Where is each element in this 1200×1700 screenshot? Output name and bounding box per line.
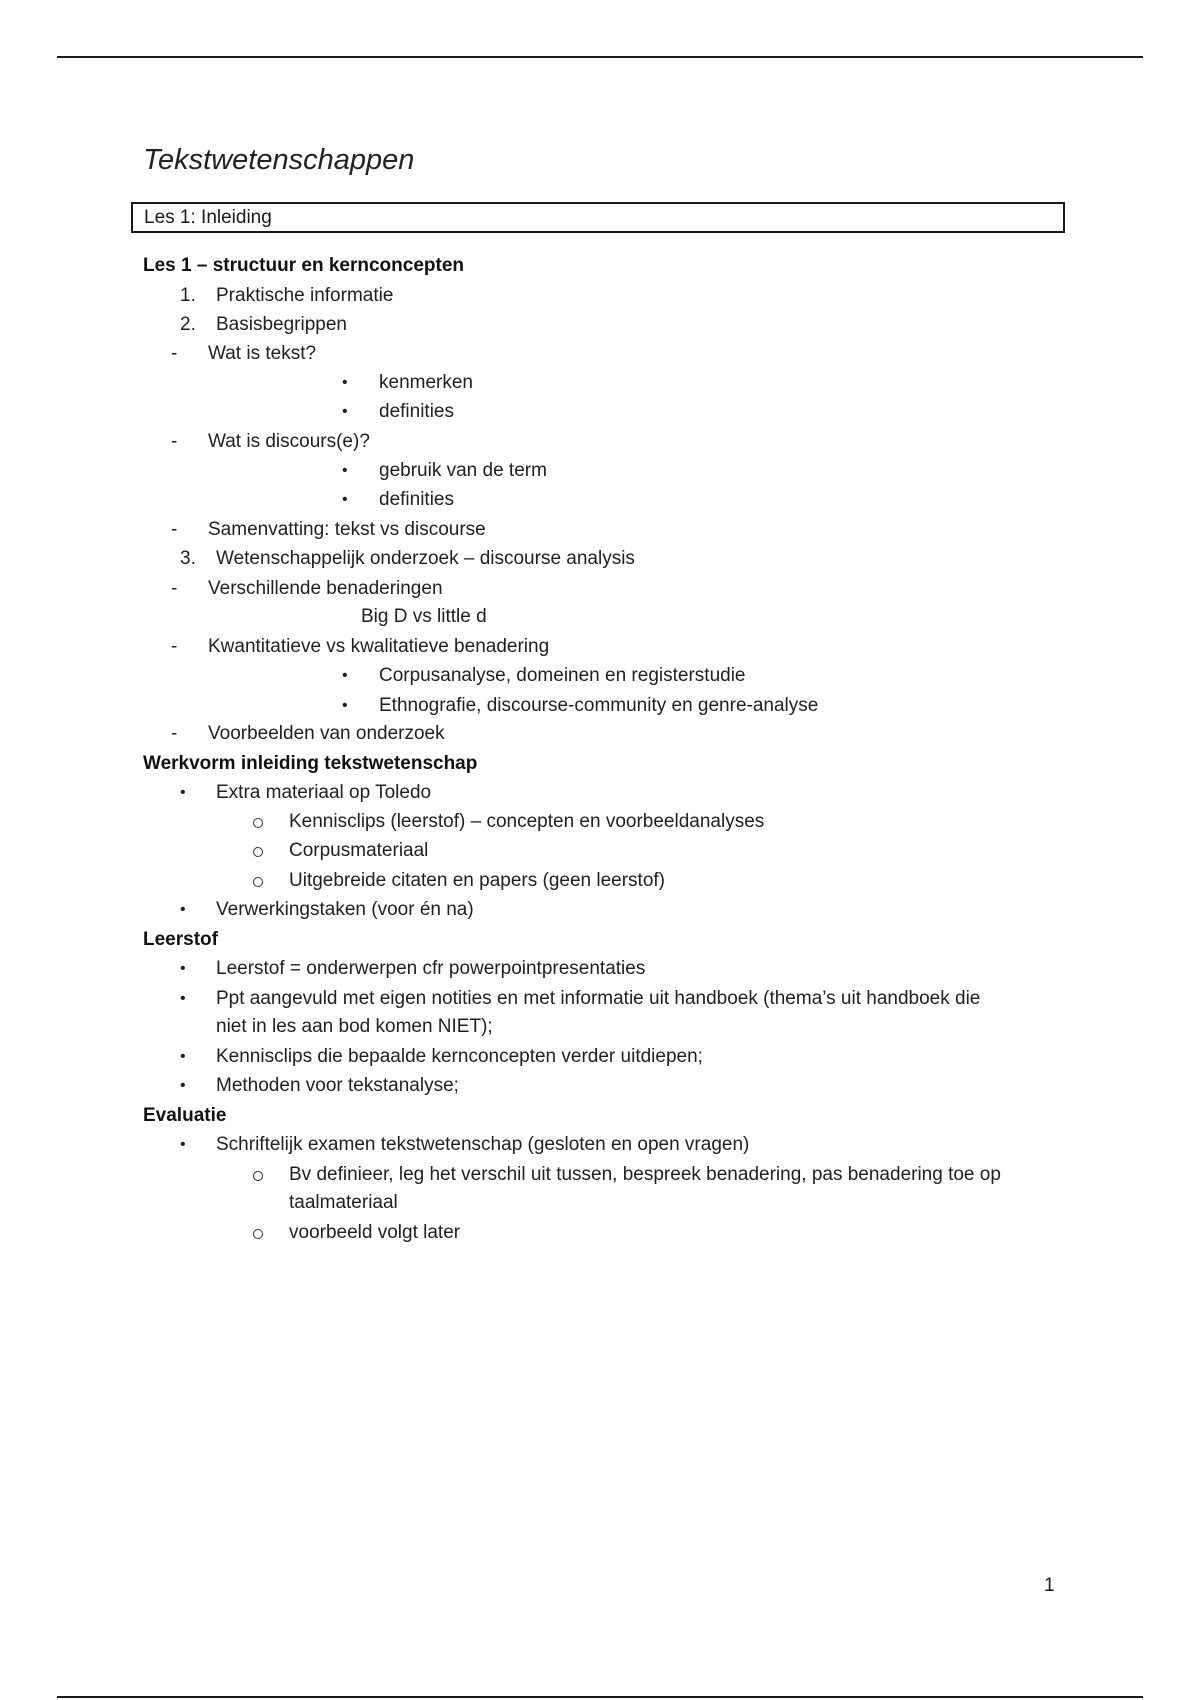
list-item: Wat is tekst?: [208, 343, 317, 364]
lesson-box: Les 1: Inleiding: [131, 202, 1065, 233]
header-rule: [57, 56, 1143, 58]
dash-marker: -: [171, 578, 178, 599]
dash-marker: -: [171, 636, 178, 657]
list-item: Corpusanalyse, domeinen en registerstudie: [379, 665, 746, 686]
bullet-marker: •: [342, 697, 348, 714]
list-item-continuation: niet in les aan bod komen NIET);: [216, 1016, 493, 1037]
list-number: 2.: [180, 314, 196, 335]
list-item: Uitgebreide citaten en papers (geen leerstof): [289, 870, 666, 891]
list-item: Kwantitatieve vs kwalitatieve benadering: [208, 636, 550, 657]
bullet-marker: •: [180, 960, 186, 977]
section-heading-werkvorm: Werkvorm inleiding tekstwetenschap: [143, 753, 478, 774]
list-item: kenmerken: [379, 372, 473, 393]
list-item-continuation: taalmateriaal: [289, 1192, 398, 1213]
circle-bullet: [253, 1229, 263, 1239]
list-item: Ethnografie, discourse-community en genre-analyse: [379, 695, 819, 716]
list-item: Wat is discours(e)?: [208, 431, 370, 452]
page-number: 1: [1044, 1575, 1055, 1596]
bullet-marker: •: [180, 1136, 186, 1153]
list-item: definities: [379, 401, 454, 422]
bullet-marker: •: [180, 1048, 186, 1065]
dash-marker: -: [171, 343, 178, 364]
list-item: Verwerkingstaken (voor én na): [216, 899, 474, 920]
list-item: Wetenschappelijk onderzoek – discourse analysis: [216, 548, 635, 569]
bullet-marker: •: [342, 491, 348, 508]
bullet-marker: •: [180, 1077, 186, 1094]
dash-marker: -: [171, 431, 178, 452]
list-item: Ppt aangevuld met eigen notities en met informatie uit handboek (thema’s uit handboek die: [216, 988, 981, 1009]
dash-marker: -: [171, 723, 178, 744]
list-item: Big D vs little d: [361, 606, 487, 627]
list-item: Praktische informatie: [216, 285, 394, 306]
list-item: definities: [379, 489, 454, 510]
circle-bullet: [253, 818, 263, 828]
circle-bullet: [253, 877, 263, 887]
list-item: Kennisclips (leerstof) – concepten en voorbeeldanalyses: [289, 811, 765, 832]
bullet-marker: •: [180, 990, 186, 1007]
list-item: Voorbeelden van onderzoek: [208, 723, 445, 744]
bullet-marker: •: [180, 901, 186, 918]
list-item: Samenvatting: tekst vs discourse: [208, 519, 486, 540]
footer-rule: [57, 1696, 1143, 1698]
list-item: voorbeeld volgt later: [289, 1222, 461, 1243]
section-heading-structuur: Les 1 – structuur en kernconcepten: [143, 255, 464, 276]
list-item: Corpusmateriaal: [289, 840, 429, 861]
bullet-marker: •: [342, 667, 348, 684]
list-number: 1.: [180, 285, 196, 306]
list-item: Bv definieer, leg het verschil uit tussen, bespreek benadering, pas benadering toe op: [289, 1164, 1001, 1185]
list-item: gebruik van de term: [379, 460, 547, 481]
document-title: Tekstwetenschappen: [143, 144, 415, 176]
circle-bullet: [253, 1171, 263, 1181]
dash-marker: -: [171, 519, 178, 540]
list-item: Methoden voor tekstanalyse;: [216, 1075, 459, 1096]
section-heading-leerstof: Leerstof: [143, 929, 218, 950]
list-item: Kennisclips die bepaalde kernconcepten verder uitdiepen;: [216, 1046, 703, 1067]
list-item: Leerstof = onderwerpen cfr powerpointpresentaties: [216, 958, 646, 979]
bullet-marker: •: [180, 784, 186, 801]
bullet-marker: •: [342, 374, 348, 391]
section-heading-evaluatie: Evaluatie: [143, 1105, 227, 1126]
bullet-marker: •: [342, 403, 348, 420]
list-number: 3.: [180, 548, 196, 569]
list-item: Verschillende benaderingen: [208, 578, 443, 599]
circle-bullet: [253, 847, 263, 857]
list-item: Schriftelijk examen tekstwetenschap (gesloten en open vragen): [216, 1134, 750, 1155]
list-item: Extra materiaal op Toledo: [216, 782, 432, 803]
list-item: Basisbegrippen: [216, 314, 347, 335]
bullet-marker: •: [342, 462, 348, 479]
